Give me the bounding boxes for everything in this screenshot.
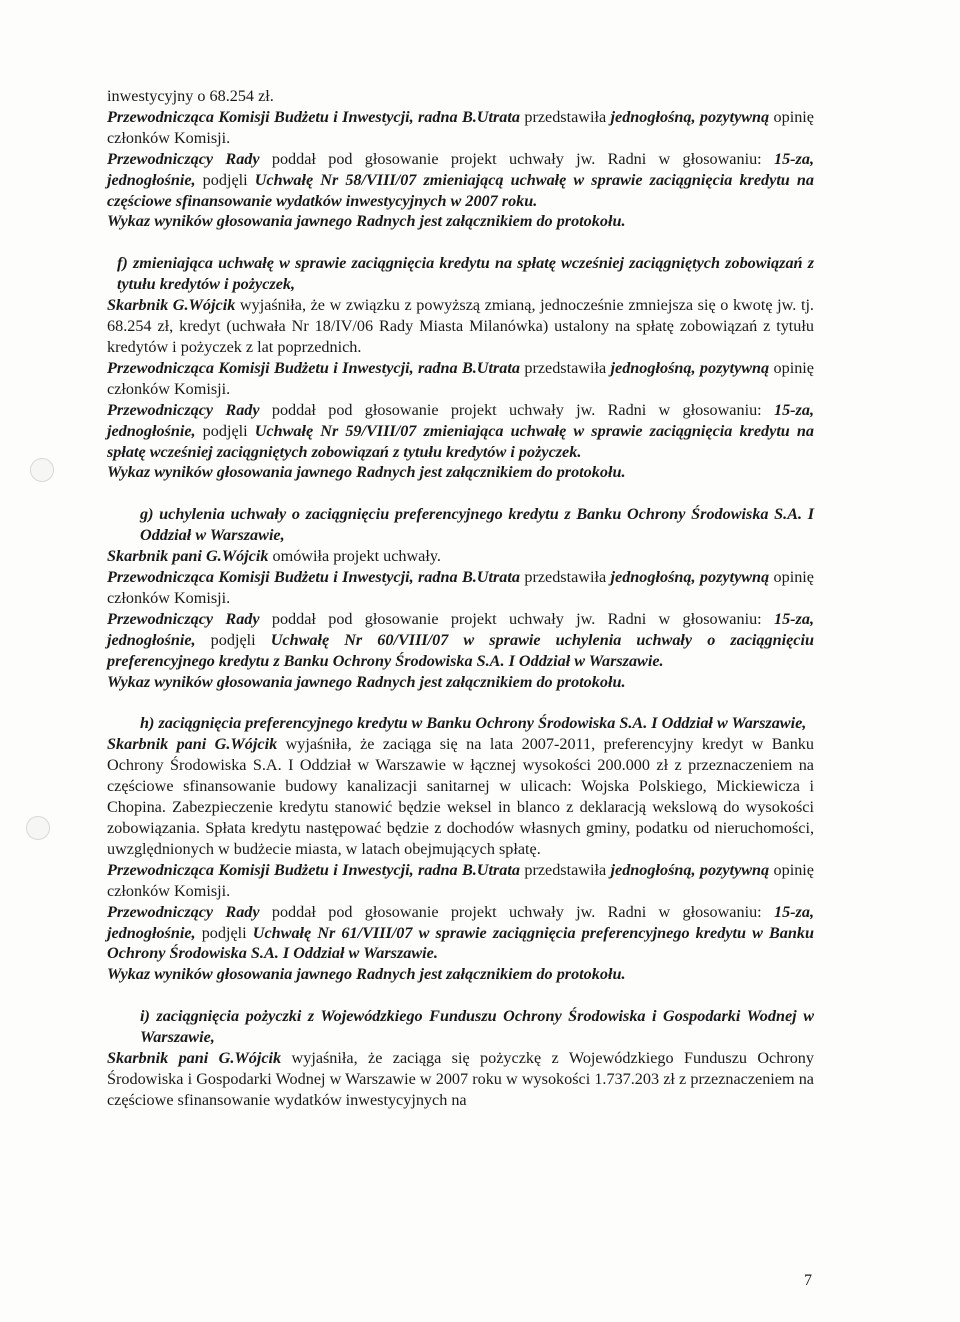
item-title: zaciągnięcia pożyczki z Wojewódzkiego Funduszu Ochrony Środowiska i Gospodarki Wodnej w Warszawie, xyxy=(140,1007,814,1047)
item-title: zmieniająca uchwałę w sprawie zaciągnięcia kredytu na spłatę wcześniej zaciągniętych zobowiązań z tytułu kredytów i pożyczek, xyxy=(117,254,815,294)
item-label: i) xyxy=(140,1007,150,1026)
page-number: 7 xyxy=(804,1272,812,1289)
item-heading xyxy=(107,1006,814,1048)
vote-result: Przewodniczący Rady poddał pod głosowanie projekt uchwały jw. Radni w głosowaniu: 15-za, jednogłośnie, podjęli Uchwałę Nr 60/VIII/07 w sprawie uchylenia uchwały o zaciągnięciu preferencyjnego kredytu z Banku Ochrony Środowiska S.A. I Oddział w Warszawie. xyxy=(107,609,814,670)
punch-hole-top xyxy=(30,458,54,482)
attachment-note: Wykaz wyników głosowania jawnego Radnych jest załącznikiem do protokołu. xyxy=(107,463,626,482)
item-g xyxy=(107,504,814,692)
item-heading xyxy=(107,504,814,546)
item-label: h) xyxy=(140,714,155,733)
section-continuation xyxy=(107,86,814,232)
text-line: inwestycyjny o 68.254 zł. xyxy=(107,87,274,105)
item-h xyxy=(107,713,814,985)
committee-opinion: Przewodnicząca Komisji Budżetu i Inwestycji, radna B.Utrata przedstawiła jednogłośną, pozytywną opinię członków Komisji. xyxy=(107,568,814,607)
committee-opinion: Przewodnicząca Komisji Budżetu i Inwestycji, radna B.Utrata przedstawiła jednogłośną, pozytywną opinię członków Komisji. xyxy=(107,107,814,147)
item-label: f) xyxy=(117,254,128,273)
item-f xyxy=(107,253,814,483)
attachment-note: Wykaz wyników głosowania jawnego Radnych jest załącznikiem do protokołu. xyxy=(107,212,626,231)
item-heading xyxy=(107,713,814,734)
vote-result: Przewodniczący Rady poddał pod głosowanie projekt uchwały jw. Radni w głosowaniu: 15-za, jednogłośnie, podjęli Uchwałę Nr 59/VIII/07 zmieniająca uchwałę w sprawie zaciągnięcia kredytu na spłatę wcześniej zaciągniętych zobowiązań z tytułu kredytów i pożyczek. xyxy=(107,400,814,461)
vote-result: Przewodniczący Rady poddał pod głosowanie projekt uchwały jw. Radni w głosowaniu: 15-za, jednogłośnie, podjęli Uchwałę Nr 58/VIII/07 zmieniającą uchwałę w sprawie zaciągnięcia kredytu na częściowe sfinansowanie wydatków inwestycyjnych w 2007 roku. xyxy=(107,149,814,210)
item-heading xyxy=(107,253,814,295)
committee-opinion: Przewodnicząca Komisji Budżetu i Inwestycji, radna B.Utrata przedstawiła jednogłośną, pozytywną opinię członków Komisji. xyxy=(107,358,814,398)
item-label: g) xyxy=(140,505,154,524)
attachment-note: Wykaz wyników głosowania jawnego Radnych jest załącznikiem do protokołu. xyxy=(107,672,626,691)
item-i xyxy=(107,1006,814,1111)
vote-result: Przewodniczący Rady poddał pod głosowanie projekt uchwały jw. Radni w głosowaniu: 15-za, jednogłośnie, podjęli Uchwałę Nr 61/VIII/07 w sprawie zaciągnięcia preferencyjnego kredytu w Banku Ochrony Środowiska S.A. I Oddział w Warszawie. xyxy=(107,902,814,963)
document-body xyxy=(107,86,814,1111)
attachment-note: Wykaz wyników głosowania jawnego Radnych jest załącznikiem do protokołu. xyxy=(107,965,626,984)
treasurer-statement: Skarbnik pani G.Wójcik wyjaśniła, że zaciąga się pożyczkę z Wojewódzkiego Funduszu Ochrony Środowiska i Gospodarki Wodnej w Warszawie w 2007 roku w wysokości 1.737.203 zł z przeznaczeniem na częściowe sfinansowanie wydatków inwestycyjnych na xyxy=(107,1049,814,1109)
treasurer-statement: Skarbnik pani G.Wójcik omówiła projekt uchwały. xyxy=(107,547,441,566)
punch-hole-bottom xyxy=(26,816,50,840)
item-title: uchylenia uchwały o zaciągnięciu preferencyjnego kredytu z Banku Ochrony Środowiska S.A. I Oddział w Warszawie, xyxy=(140,505,815,545)
treasurer-statement: Skarbnik G.Wójcik wyjaśniła, że w związku z powyższą zmianą, jednocześnie zmniejsza się o kwotę jw. tj. 68.254 zł, kredyt (uchwała Nr 18/IV/06 Rady Miasta Milanówka) ustalony na spłatę zobowiązań z tytułu kredytów i pożyczek z lat poprzednich. xyxy=(107,296,814,356)
committee-opinion: Przewodnicząca Komisji Budżetu i Inwestycji, radna B.Utrata przedstawiła jednogłośną, pozytywną opinię członków Komisji. xyxy=(107,860,814,900)
item-title: zaciągnięcia preferencyjnego kredytu w Banku Ochrony Środowiska S.A. I Oddział w Warszawie, xyxy=(158,714,807,733)
treasurer-statement: Skarbnik pani G.Wójcik wyjaśniła, że zaciąga się na lata 2007-2011, preferencyjny kredyt w Banku Ochrony Środowiska S.A. I Oddział w Warszawie w łącznej wysokości 200.000 zł z przeznaczeniem na częściowe sfinansowanie budowy kanalizacji sanitarnej w ulicach: Wojska Polskiego, Mickiewicza i Chopina. Zabezpieczenie kredytu stanowić będzie weksel in blanco z deklaracją wekslową do wysokości zobowiązania. Spłata kredytu następować będzie z dochodów własnych gminy, podatku od nieruchomości, uwzględnionych w budżecie miasta, w latach obejmujących spłatę. xyxy=(107,735,814,858)
